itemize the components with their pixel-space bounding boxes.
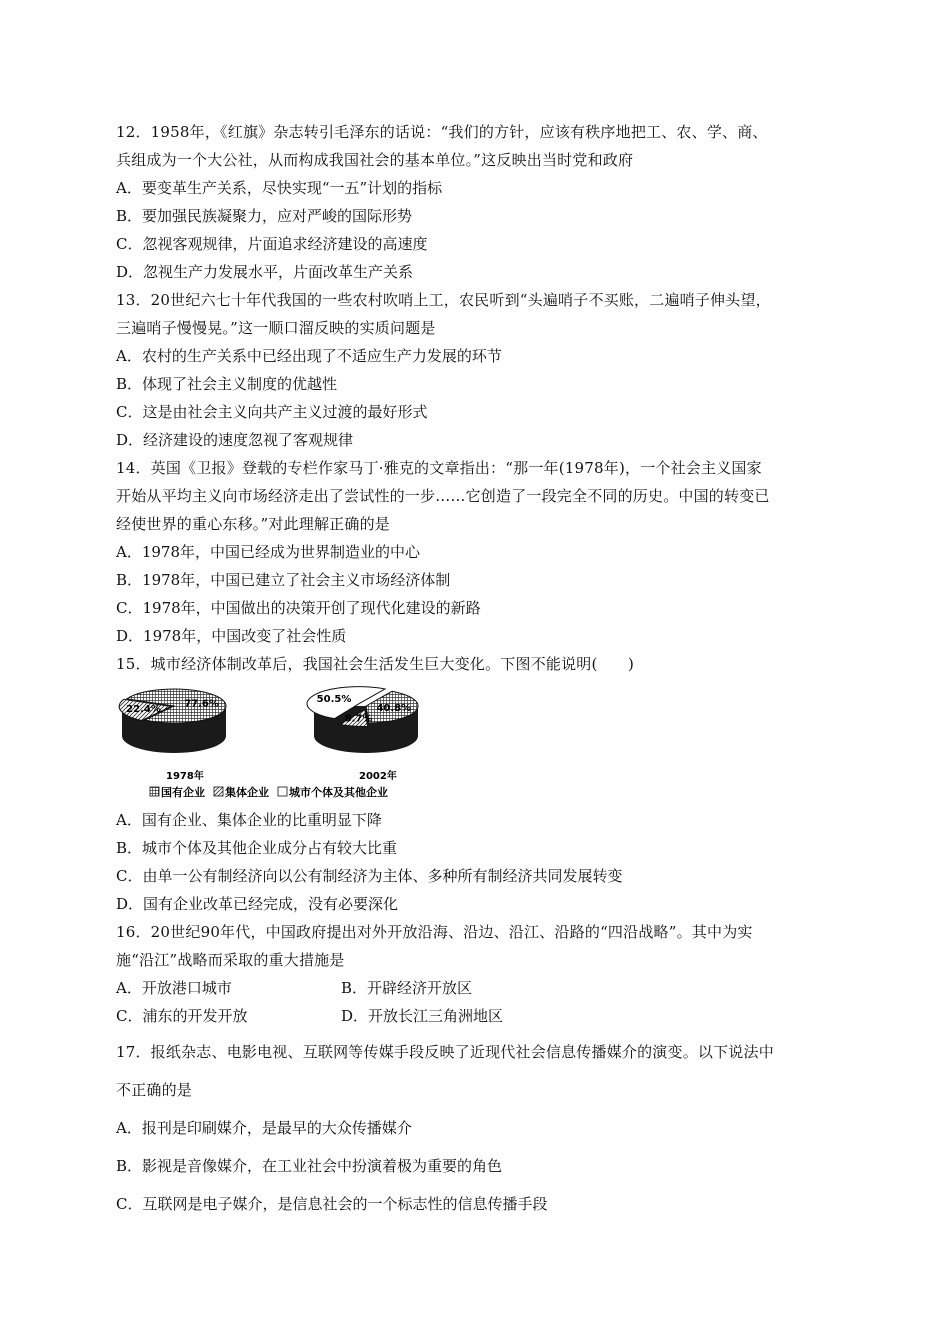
option-b[interactable]: B．影视是音像媒介，在工业社会中扮演着极为重要的角色	[116, 1157, 503, 1175]
option-a[interactable]: A．报刊是印刷媒介，是最早的大众传播媒介	[116, 1119, 412, 1137]
option-c[interactable]: C．浦东的开发开放	[116, 1007, 248, 1025]
option-b[interactable]: B．城市个体及其他企业成分占有较大比重	[116, 839, 398, 857]
question-stem: 开始从平均主义向市场经济走出了尝试性的一步……它创造了一段完全不同的历史。中国的转变已	[116, 487, 770, 505]
question-stem: 三遍哨子慢慢晃。”这一顺口溜反映的实质问题是	[116, 319, 436, 337]
option-a[interactable]: A．国有企业、集体企业的比重明显下降	[116, 811, 382, 829]
pie-1978	[119, 689, 226, 753]
pie-charts-figure	[116, 682, 456, 800]
option-c[interactable]: C．互联网是电子媒介，是信息社会的一个标志性的信息传播手段	[116, 1195, 548, 1213]
option-a[interactable]: A．要变革生产关系，尽快实现“一五”计划的指标	[116, 179, 443, 197]
chart-legend	[150, 785, 388, 799]
option-a[interactable]: A．农村的生产关系中已经出现了不适应生产力发展的环节	[116, 347, 502, 365]
question-stem: 16．20世纪90年代，中国政府提出对外开放沿海、沿边、沿江、沿路的“四沿战略”。其中为实	[116, 923, 753, 941]
question-stem: 13．20世纪六七十年代我国的一些农村吹哨上工，农民听到“头遍哨子不买账，二遍哨子伸头望，	[116, 291, 771, 309]
question-stem: 不正确的是	[116, 1081, 193, 1099]
question-13	[116, 286, 840, 454]
question-14	[116, 454, 840, 650]
exam-page	[116, 118, 840, 1222]
question-stem: 17．报纸杂志、电影电视、互联网等传媒手段反映了近现代社会信息传播媒介的演变。以下说法中	[116, 1043, 774, 1061]
question-16	[116, 918, 840, 1030]
legend-label-state: 国有企业	[161, 786, 205, 799]
option-b[interactable]: B．1978年，中国已建立了社会主义市场经济体制	[116, 571, 451, 589]
legend-swatch-state	[150, 787, 159, 796]
option-d[interactable]: D．1978年，中国改变了社会性质	[116, 627, 347, 645]
option-a[interactable]: A．1978年，中国已经成为世界制造业的中心	[116, 543, 421, 561]
option-d[interactable]: D．开放长江三角洲地区	[341, 1007, 504, 1025]
question-stem: 施“沿江”战略而采取的重大措施是	[116, 951, 345, 969]
pie-2002	[307, 687, 418, 753]
pie-slice-label: 22.4%	[126, 703, 161, 715]
pie-slice-label: 40.8%	[376, 703, 412, 715]
chart-title-2002: 2002年	[359, 771, 397, 782]
question-17	[116, 1034, 840, 1222]
pie-charts-svg	[116, 682, 456, 800]
option-row	[116, 1002, 840, 1030]
chart-title-1978: 1978年	[166, 771, 204, 782]
option-b[interactable]: B．体现了社会主义制度的优越性	[116, 375, 338, 393]
option-d[interactable]: D．忽视生产力发展水平，片面改革生产关系	[116, 263, 414, 281]
question-12	[116, 118, 840, 286]
option-row	[116, 974, 840, 1002]
legend-label-collective: 集体企业	[225, 786, 269, 799]
question-stem: 15．城市经济体制改革后，我国社会生活发生巨大变化。下图不能说明( )	[116, 655, 634, 673]
option-c[interactable]: C．由单一公有制经济向以公有制经济为主体、多种所有制经济共同发展转变	[116, 867, 623, 885]
question-stem: 经使世界的重心东移。”对此理解正确的是	[116, 515, 390, 533]
option-b[interactable]: B．要加强民族凝聚力，应对严峻的国际形势	[116, 207, 413, 225]
question-stem: 兵组成为一个大公社，从而构成我国社会的基本单位。”这反映出当时党和政府	[116, 151, 634, 169]
option-d[interactable]: D．国有企业改革已经完成，没有必要深化	[116, 895, 399, 913]
option-c[interactable]: C．这是由社会主义向共产主义过渡的最好形式	[116, 403, 428, 421]
option-a[interactable]: A．开放港口城市	[116, 979, 232, 997]
legend-label-private: 城市个体及其他企业	[289, 786, 388, 799]
pie-slice-label: 77.6%	[184, 698, 219, 710]
option-c[interactable]: C．忽视客观规律，片面追求经济建设的高速度	[116, 235, 428, 253]
question-stem: 14．英国《卫报》登载的专栏作家马丁·雅克的文章指出：“那一年(1978年)，一个社会主义国家	[116, 459, 762, 477]
legend-swatch-private	[278, 787, 287, 796]
option-d[interactable]: D．经济建设的速度忽视了客观规律	[116, 431, 354, 449]
legend-swatch-collective	[214, 787, 223, 796]
question-15	[116, 650, 840, 918]
pie-slice-label: 8.7%	[344, 713, 373, 725]
question-stem: 12．1958年，《红旗》杂志转引毛泽东的话说：“我们的方针，应该有秩序地把工、农、学、商、	[116, 123, 768, 141]
option-b[interactable]: B．开辟经济开放区	[341, 979, 473, 997]
pie-slice-label: 50.5%	[316, 694, 352, 706]
option-c[interactable]: C．1978年，中国做出的决策开创了现代化建设的新路	[116, 599, 481, 617]
